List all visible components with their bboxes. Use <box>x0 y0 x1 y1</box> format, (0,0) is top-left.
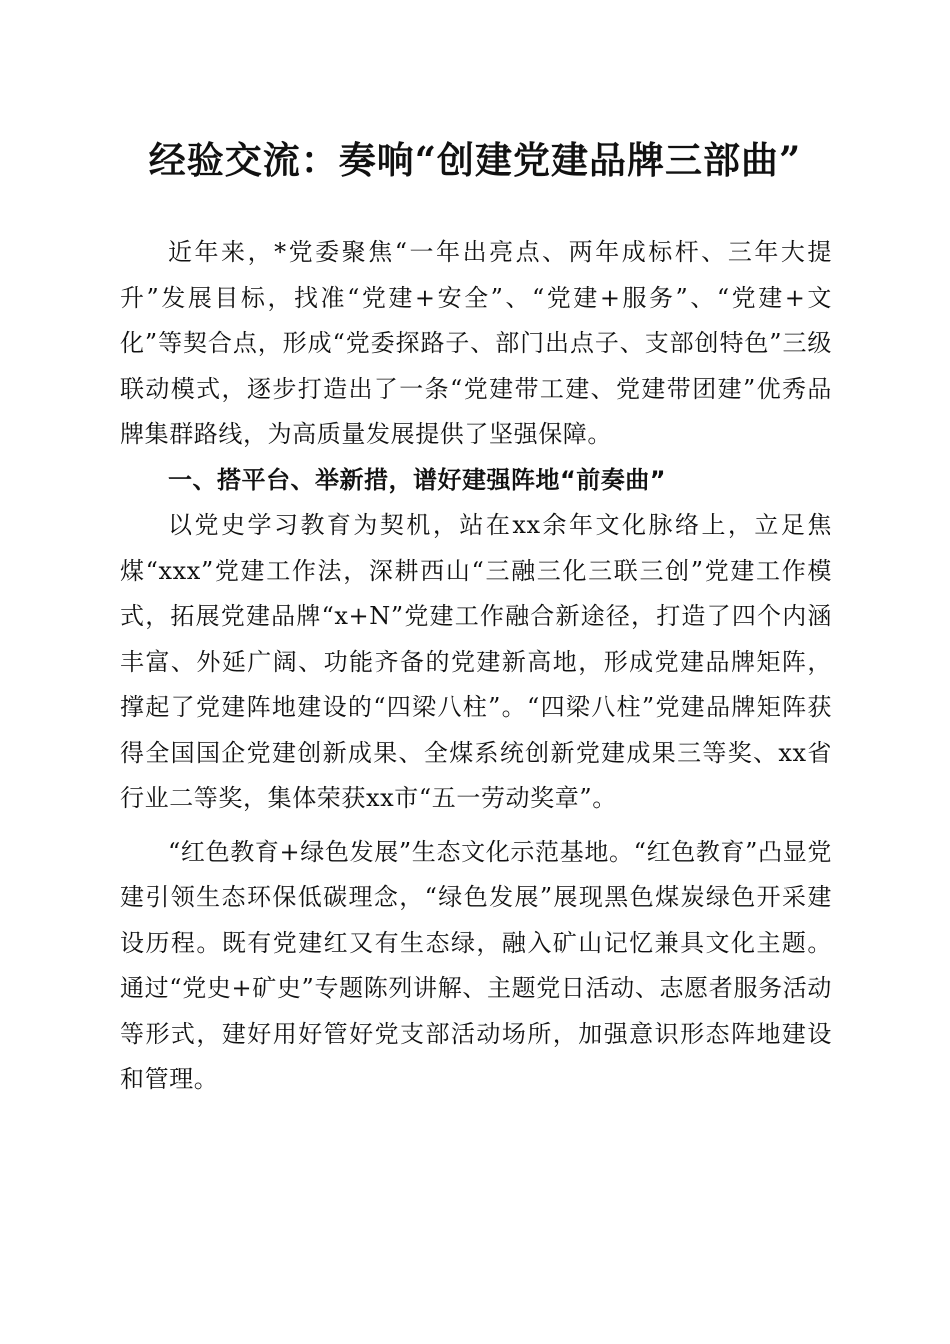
section-heading-1: 一、搭平台、举新措，谱好建强阵地“前奏曲” <box>168 465 667 494</box>
document-title: 经验交流：奏响“创建党建品牌三部曲” <box>148 138 802 182</box>
document-body <box>120 230 832 1103</box>
paragraph-platform: 以党史学习教育为契机，站在xx余年文化脉络上，立足焦煤“xxx”党建工作法，深耕西山“三融三化三联三创”党建工作模式，拓展党建品牌“x+N”党建工作融合新途径，打造了四个内涵丰富、外延广阔、功能齐备的党建新高地，形成党建品牌矩阵，撑起了党建阵地建设的“四梁八柱”。“四梁八柱”党建品牌矩阵获得全国国企党建创新成果、全煤系统创新党建成果三等奖、xx省行业二等奖，集体荣获xx市“五一劳动奖章”。 <box>120 511 832 812</box>
paragraph-red-green-base: “红色教育+绿色发展”生态文化示范基地。“红色教育”凸显党建引领生态环保低碳理念，“绿色发展”展现黑色煤炭绿色开采建设历程。既有党建红又有生态绿，融入矿山记忆兼具文化主题。通过“党史+矿史”专题陈列讲解、主题党日活动、志愿者服务活动等形式，建好用好管好党支部活动场所，加强意识形态阵地建设和管理。 <box>120 837 832 1093</box>
paragraph-intro: 近年来，*党委聚焦“一年出亮点、两年成标杆、三年大提升”发展目标，找准“党建+安全”、“党建+服务”、“党建+文化”等契合点，形成“党委探路子、部门出点子、支部创特色”三级联动模式，逐步打造出了一条“党建带工建、党建带团建”优秀品牌集群路线，为高质量发展提供了坚强保障。 <box>120 238 832 448</box>
